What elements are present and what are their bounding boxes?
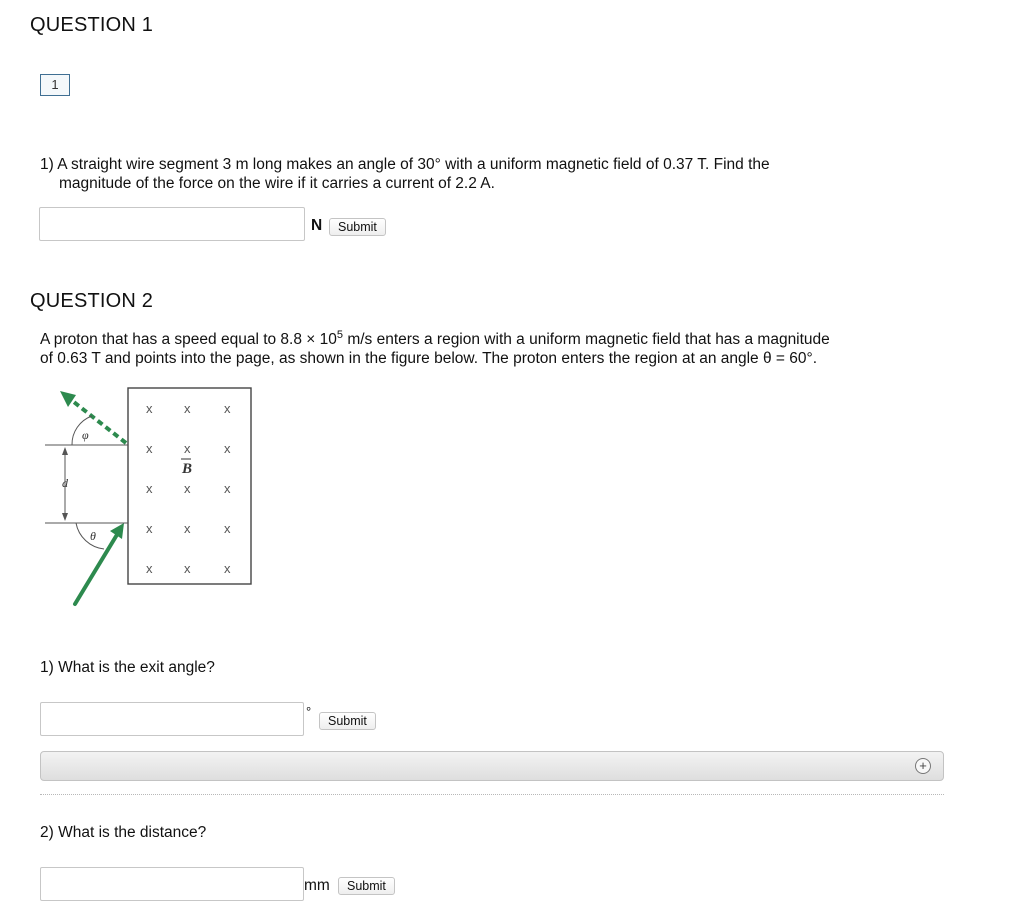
hint-bar[interactable]: [40, 751, 944, 781]
section-divider: [40, 794, 944, 795]
question-1-prompt: [40, 155, 980, 193]
question-1-unit: N: [311, 217, 323, 234]
field-cross: x: [224, 521, 231, 536]
page-number-box[interactable]: 1: [40, 74, 70, 96]
d-label: d: [62, 476, 68, 490]
question-1-prompt-line1: 1) A straight wire segment 3 m long makes an angle of 30° with a uniform magnetic field of 0.37 T. Find the: [40, 156, 770, 173]
theta-label: θ: [90, 529, 96, 543]
question-2-prompt-line1-b: m/s enters a region with a uniform magnetic field that has a magnitude: [343, 331, 830, 348]
field-cross: x: [224, 481, 231, 496]
magnetic-field-figure: [40, 383, 280, 613]
question-2-prompt-line1-a: A proton that has a speed equal to 8.8 × 10: [40, 331, 337, 348]
part-2-prompt: 2) What is the distance?: [40, 824, 207, 841]
part-2-unit: mm: [304, 877, 330, 894]
field-cross: x: [146, 521, 153, 536]
question-1-answer-input[interactable]: [39, 207, 305, 241]
question-2-exponent: 5: [336, 328, 344, 341]
part-1-answer-input[interactable]: [40, 702, 304, 736]
d-arrow-bottom: [62, 513, 68, 521]
part-2-submit-button[interactable]: Submit: [338, 877, 395, 895]
field-cross: x: [146, 401, 153, 416]
question-2-prompt-line2: of 0.63 T and points into the page, as shown in the figure below. The proton enters the region at an angle θ = 60°.: [40, 350, 818, 367]
field-cross: x: [224, 441, 231, 456]
part-2-answer-input[interactable]: [40, 867, 304, 901]
question-1-prompt-line2: magnitude of the force on the wire if it carries a current of 2.2 A.: [59, 175, 495, 192]
field-cross: x: [146, 481, 153, 496]
phi-label: φ: [82, 428, 89, 442]
question-1-submit-button[interactable]: Submit: [329, 218, 386, 236]
field-cross: x: [146, 561, 153, 576]
question-1-title: QUESTION 1: [30, 14, 154, 36]
field-cross: x: [184, 481, 191, 496]
exit-arrowhead: [60, 391, 76, 407]
b-field-label: B: [182, 461, 193, 477]
field-cross: x: [146, 441, 153, 456]
part-1-submit-button[interactable]: Submit: [319, 712, 376, 730]
field-cross: x: [184, 561, 191, 576]
part-1-prompt: 1) What is the exit angle?: [40, 659, 215, 676]
field-cross: x: [224, 561, 231, 576]
part-1-unit: °: [306, 704, 312, 719]
question-2-prompt-line1: [40, 330, 990, 349]
question-2-prompt: [40, 330, 990, 368]
field-crosses: [146, 401, 231, 576]
field-cross: x: [224, 401, 231, 416]
field-cross: x: [184, 441, 191, 456]
exit-trajectory: [70, 399, 126, 443]
field-cross: x: [184, 401, 191, 416]
question-2-title: QUESTION 2: [30, 290, 154, 312]
expand-plus-icon[interactable]: +: [915, 758, 931, 774]
field-cross: x: [184, 521, 191, 536]
d-arrow-top: [62, 447, 68, 455]
entry-trajectory: [75, 533, 118, 604]
